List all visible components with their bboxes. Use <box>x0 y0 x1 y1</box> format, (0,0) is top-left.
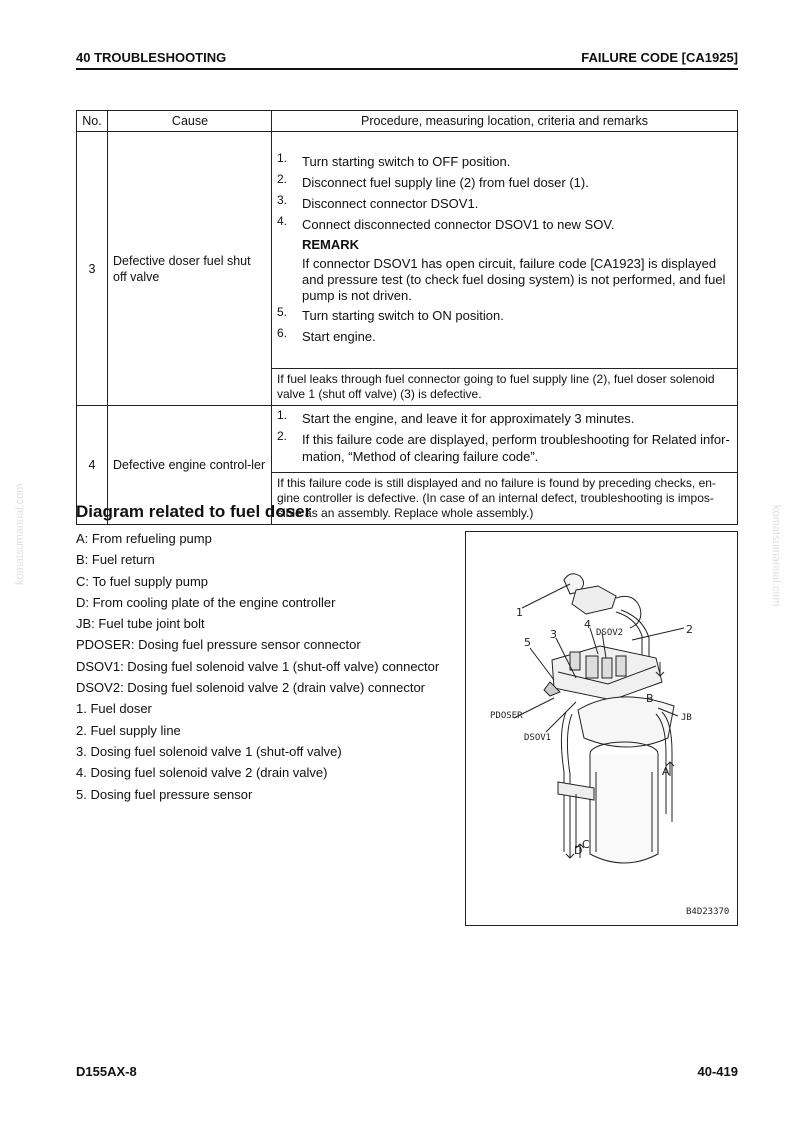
figure-code: B4D23370 <box>686 907 730 917</box>
legend-item: DSOV1: Dosing fuel solenoid valve 1 (shut-off valve) connector <box>76 658 440 674</box>
procedure-steps <box>272 132 738 369</box>
table-row <box>77 406 738 473</box>
legend-item: 4. Dosing fuel solenoid valve 2 (drain valve) <box>76 765 328 781</box>
step-item: 3. Disconnect connector DSOV1. <box>277 192 479 211</box>
legend-item: PDOSER: Dosing fuel pressure sensor connector <box>76 637 361 653</box>
table-row <box>77 132 738 369</box>
step-item: 5. Turn starting switch to ON position. <box>277 304 504 323</box>
page-header <box>76 50 738 70</box>
procedure-note: If this failure code is still displayed and no failure is found by preceding checks, en-gine controller is defective. (In case of an internal defect, troubleshooting is impos-sible as an assembly. Replace whole assembly.) <box>272 473 738 525</box>
drawing-lines <box>514 574 684 863</box>
col-header-no: No. <box>77 111 108 132</box>
diagram-section-title: Diagram related to fuel doser <box>76 502 312 521</box>
row-number: 3 <box>77 132 108 406</box>
col-header-procedure: Procedure, measuring location, criteria and remarks <box>272 111 738 132</box>
legend-item: 1. Fuel doser <box>76 701 152 717</box>
legend-item: B: Fuel return <box>76 552 155 568</box>
footer-model: D155AX-8 <box>76 1064 137 1079</box>
remark-text: If connector DSOV1 has open circuit, failure code [CA1923] is displayed and pressure test (to check fuel dosing system) is not performed, and fuel pump is not driven. <box>302 255 726 303</box>
procedure-steps <box>272 406 738 473</box>
row-cause: Defective engine control-ler <box>108 406 272 525</box>
fuel-doser-drawing <box>466 532 737 925</box>
legend-item: JB: Fuel tube joint bolt <box>76 616 205 632</box>
label-pdoser: PDOSER <box>490 711 523 721</box>
row-cause: Defective doser fuel shut off valve <box>108 132 272 406</box>
header-failure-code: FAILURE CODE [CA1925] <box>581 50 738 65</box>
label-2: 2 <box>686 623 693 636</box>
fuel-doser-diagram <box>465 531 738 926</box>
label-4: 4 <box>584 618 591 631</box>
label-1: 1 <box>516 606 523 619</box>
table-header-row <box>77 111 738 132</box>
footer-page-number: 40-419 <box>697 1064 738 1079</box>
label-b: B <box>646 692 654 705</box>
legend-item: C: To fuel supply pump <box>76 573 208 589</box>
legend-item: 3. Dosing fuel solenoid valve 1 (shut-off valve) <box>76 743 342 759</box>
step-item: 4. Connect disconnected connector DSOV1 to new SOV. <box>277 213 615 232</box>
label-dsov2: DSOV2 <box>596 628 624 638</box>
troubleshooting-table <box>76 110 738 525</box>
row-number: 4 <box>77 406 108 525</box>
label-a: A <box>662 765 670 778</box>
step-item: 2. If this failure code are displayed, perform troubleshooting for Related infor-mation, “Method of clearing failure code”. <box>277 429 730 464</box>
label-d: D <box>574 844 583 857</box>
remark-heading: REMARK <box>302 236 360 252</box>
label-5: 5 <box>524 636 531 649</box>
col-header-cause: Cause <box>108 111 272 132</box>
label-dsov1: DSOV1 <box>524 733 552 743</box>
legend-item: 5. Dosing fuel pressure sensor <box>76 786 253 802</box>
step-item: 2. Disconnect fuel supply line (2) from fuel doser (1). <box>277 171 589 190</box>
label-c: C <box>582 838 590 851</box>
legend-item: DSOV2: Dosing fuel solenoid valve 2 (drain valve) connector <box>76 680 426 696</box>
watermark-right: komatsumanual.com <box>770 505 782 607</box>
procedure-note: If fuel leaks through fuel connector going to fuel supply line (2), fuel doser solenoid valve 1 (shut off valve) (3) is defective. <box>272 369 738 406</box>
legend-item: 2. Fuel supply line <box>76 722 181 738</box>
step-item: 1. Turn starting switch to OFF position. <box>277 150 511 169</box>
label-jb: JB <box>681 713 692 723</box>
header-section-title: 40 TROUBLESHOOTING <box>76 50 227 65</box>
step-item: 1. Start the engine, and leave it for approximately 3 minutes. <box>277 408 635 426</box>
diagram-legend <box>76 528 456 805</box>
step-item: 6. Start engine. <box>277 325 376 344</box>
watermark-left: komatsumanual.com <box>14 483 26 585</box>
legend-item: D: From cooling plate of the engine controller <box>76 594 336 610</box>
legend-item: A: From refueling pump <box>76 531 212 546</box>
label-3: 3 <box>550 628 557 641</box>
header-rule <box>76 68 738 70</box>
